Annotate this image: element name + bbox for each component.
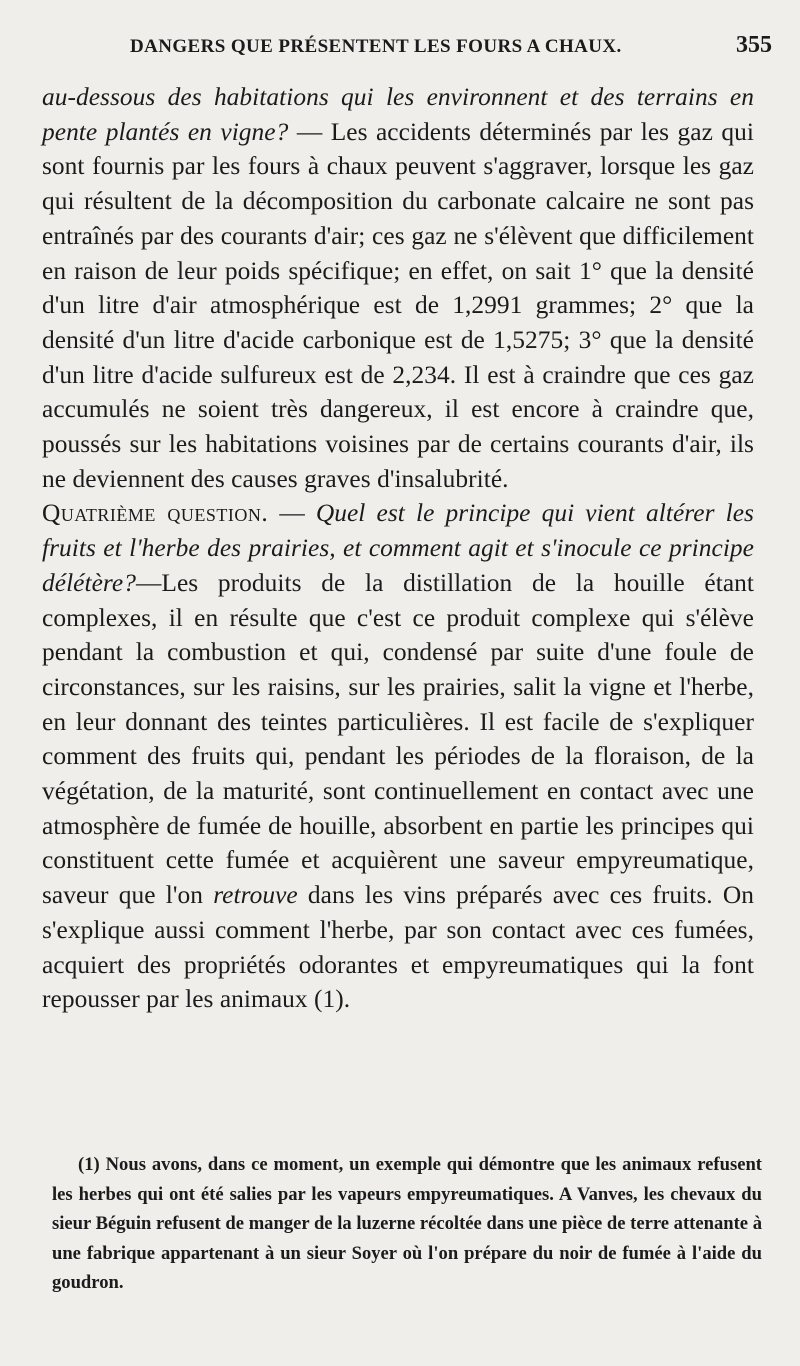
paragraph-2-italic-word: retrouve <box>213 881 298 910</box>
paragraph-1-italic-start: au-dessous des habitations qui les environnent et des terrains en pente plantés en vigne? <box>42 83 754 146</box>
paragraph-2 <box>42 496 754 1017</box>
page-number: 355 <box>736 32 772 58</box>
question-italic: Quel est le principe qui vient altérer les fruits et l'herbe des prairies, et comment agit et s'inocule ce principe délétère? <box>42 499 754 597</box>
question-label: Quatrième question. <box>42 499 269 528</box>
page-header <box>52 34 772 64</box>
main-text <box>42 80 754 1017</box>
footnote-text: (1) Nous avons, dans ce moment, un exemple qui démontre que les animaux refusent les herbes qui ont été salies par les vapeurs empyreumatiques. A Vanves, les chevaux du sieur Béguin refusent de manger de la luzerne récoltée dans une pièce de terre attenante à une fabrique appartenant à un sieur Soyer où l'on prépare du noir de fumée à l'aide du goudron. <box>52 1154 762 1293</box>
question-dash: — <box>268 499 316 528</box>
paragraph-1 <box>42 80 754 496</box>
paragraph-1-text: — Les accidents déterminés par les gaz qui sont fournis par les fours à chaux peuvent s'aggraver, lorsque les gaz qui résultent de la décomposition du carbonate calcaire ne sont pas entraînés par des courants d'air; ces gaz ne s'élèvent que difficilement en raison de leur poids spécifique; en effet, on sait 1° que la densité d'un litre d'air atmosphérique est de 1,2991 grammes; 2° que la densité d'un litre d'acide carbonique est de 1,5275; 3° que la densité d'un litre d'acide sulfureux est de 2,234. Il est à craindre que ces gaz accumulés ne soient très dangereux, il est encore à craindre que, poussés sur les habitations voisines par de certains courants d'air, ils ne deviennent des causes graves d'insalubrité. <box>42 117 754 493</box>
paragraph-2-text-a: —Les produits de la distillation de la houille étant complexes, il en résulte que c'est ce produit complexe qui s'élève pendant la combustion et qui, condensé par suite d'une foule de circonstances, sur les raisins, sur les prairies, salit la vigne et l'herbe, en leur donnant des teintes particulières. Il est facile de s'expliquer comment des fruits qui, pendant les périodes de la floraison, de la végétation, de la maturité, sont continuellement en contact avec une atmosphère de fumée de houille, absorbent en partie les principes qui constituent cette fumée et acquièrent une saveur empyreumatique, saveur que l'on <box>42 568 754 910</box>
running-title: DANGERS QUE PRÉSENTENT LES FOURS A CHAUX. <box>130 36 622 57</box>
footnote <box>52 1150 762 1298</box>
paragraph-2-text-b: dans les vins préparés avec ces fruits. On s'explique aussi comment l'herbe, par son contact avec ces fumées, acquiert des propriétés odorantes et empyreumatiques qui la font repousser par les animaux (1). <box>42 881 754 1014</box>
